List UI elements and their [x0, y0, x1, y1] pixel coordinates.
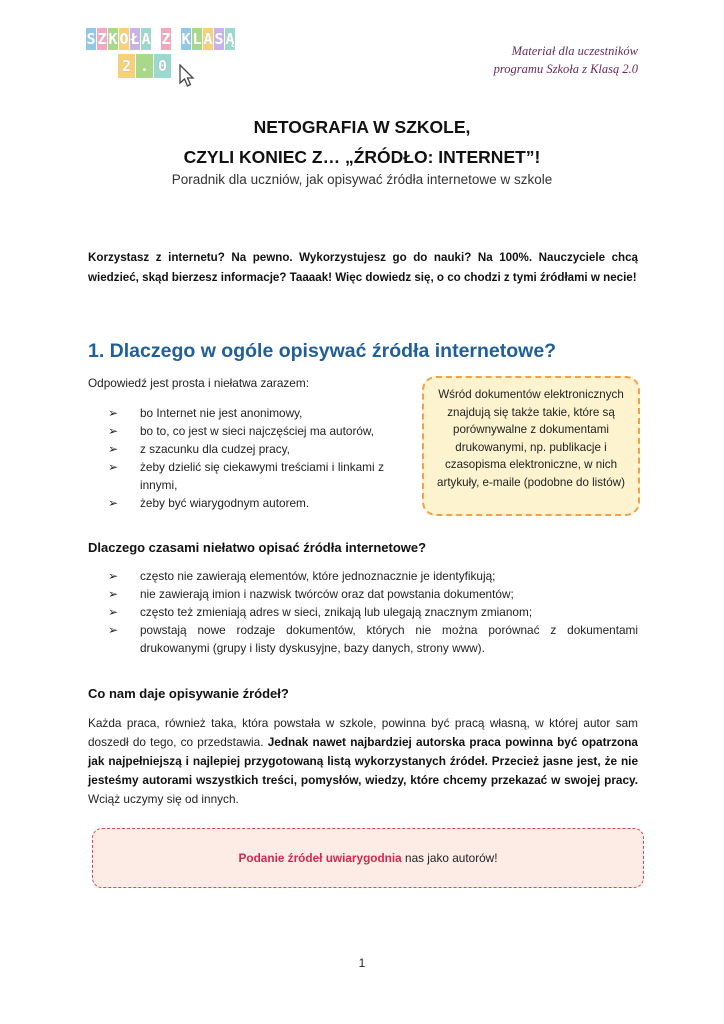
logo-letter-tile: O: [119, 30, 129, 48]
highlight-text: Podanie źródeł uwiarygodnia: [238, 851, 402, 865]
logo-letter-tile: [172, 28, 180, 50]
logo-letter-tile: L: [192, 30, 202, 48]
highlight-rest: nas jako autorów!: [401, 851, 498, 865]
section3-heading: Co nam daje opisywanie źródeł?: [88, 686, 289, 701]
logo-letter-tile: S: [214, 30, 224, 48]
list-item: ➢ żeby być wiarygodnym autorem.: [108, 496, 310, 510]
arrow-bullet-icon: ➢: [108, 623, 119, 637]
section2-list: [106, 567, 638, 657]
list-item: ➢ często nie zawierają elementów, które jednoznacznie je identyfikują;: [108, 569, 496, 583]
cursor-arrow-icon: [178, 64, 196, 88]
logo-row-top: [86, 28, 236, 50]
header-note-line1: Materiał dla uczestników: [511, 44, 638, 58]
arrow-bullet-icon: ➢: [108, 442, 119, 456]
section1-lead: Odpowiedź jest prosta i niełatwa zarazem:: [88, 376, 309, 390]
highlight-box: [92, 828, 644, 888]
logo-letter-tile: A: [141, 30, 151, 48]
arrow-bullet-icon: ➢: [108, 569, 119, 583]
logo-letter-tile: K: [181, 30, 191, 48]
list-item: ➢ żeby dzielić się ciekawymi treściami i linkami z innymi,: [108, 460, 384, 492]
list-item: ➢ powstają nowe rodzaje dokumentów, których nie można porównać z dokumentami drukowanymi (grupy i listy dyskusyjne, bazy danych, strony www).: [108, 623, 638, 655]
section3-text-tail: Wciąż uczymy się od innych.: [88, 792, 239, 806]
logo-letter-tile: 0: [154, 54, 171, 78]
arrow-bullet-icon: ➢: [108, 587, 119, 601]
logo-letter-tile: .: [136, 54, 153, 78]
logo-letter-tile: 2: [118, 54, 135, 78]
arrow-bullet-icon: ➢: [108, 460, 119, 474]
list-item: ➢ z szacunku dla cudzej pracy,: [108, 442, 290, 456]
section1-list: [106, 404, 384, 512]
logo-row-bottom: [118, 54, 172, 78]
intro-paragraph: Korzystasz z internetu? Na pewno. Wykorzystujesz go do nauki? Na 100%. Nauczyciele chcą wiedzieć, skąd bierzesz informacje? Taaaak! Więc dowiedz się, o co chodzi z tymi źródłami w necie!: [88, 251, 638, 284]
logo-letter-tile: Z: [97, 30, 107, 48]
list-item: ➢ bo to, co jest w sieci najczęściej ma autorów,: [108, 424, 375, 438]
section3-text-normal: Każda praca, również taka, która powstała w szkole, powinna być pracą własną, w której autor sam doszedł do tego, co przedstawia.: [88, 716, 638, 749]
program-logo: [86, 28, 236, 90]
page-number: 1: [358, 956, 366, 970]
list-item: ➢ bo Internet nie jest anonimowy,: [108, 406, 303, 420]
arrow-bullet-icon: ➢: [108, 406, 119, 420]
logo-letter-tile: Ą: [225, 30, 235, 48]
logo-letter-tile: S: [86, 30, 96, 48]
arrow-bullet-icon: ➢: [108, 496, 119, 510]
header-note: [418, 42, 638, 78]
page-subtitle: Poradnik dla uczniów, jak opisywać źródła internetowe w szkole: [171, 172, 553, 187]
info-callout: Wśród dokumentów elektronicznych znajdują się także takie, które są porównywalne z dokumentami drukowanymi, np. publikacje i czasopisma elektroniczne, w nich artykuły, e-maile (podobne do listów): [422, 376, 640, 516]
arrow-bullet-icon: ➢: [108, 424, 119, 438]
section1-heading: 1. Dlaczego w ogóle opisywać źródła internetowe?: [88, 340, 557, 362]
section2-heading: Dlaczego czasami niełatwo opisać źródła internetowe?: [88, 540, 427, 555]
arrow-bullet-icon: ➢: [108, 605, 119, 619]
logo-letter-tile: Ł: [130, 30, 140, 48]
list-item: ➢ nie zawierają imion i nazwisk twórców oraz dat powstania dokumentów;: [108, 587, 514, 601]
list-item: ➢ często też zmieniają adres w sieci, znikają lub ulegają znacznym zmianom;: [108, 605, 533, 619]
page-title-line2: CZYLI KONIEC Z… „ŹRÓDŁO: INTERNET”!: [183, 147, 541, 167]
section3-text-bold: Jednak nawet najbardziej autorska praca powinna być opatrzona jak najpełniejszą i najlepiej przygotowaną listą wykorzystanych źródeł. Przecież jasne jest, że nie jesteśmy autorami wszystkich treści, pomysłów, wiedzy, które chcemy przekazać w swojej pracy.: [88, 735, 638, 787]
header-note-line2: programu Szkoła z Klasą 2.0: [493, 62, 638, 76]
logo-letter-tile: K: [108, 30, 118, 48]
logo-letter-tile: A: [203, 30, 213, 48]
logo-letter-tile: [152, 28, 160, 50]
logo-letter-tile: Z: [161, 30, 171, 48]
section3-paragraph: [88, 714, 638, 809]
page-title-line1: NETOGRAFIA W SZKOLE,: [253, 117, 471, 137]
